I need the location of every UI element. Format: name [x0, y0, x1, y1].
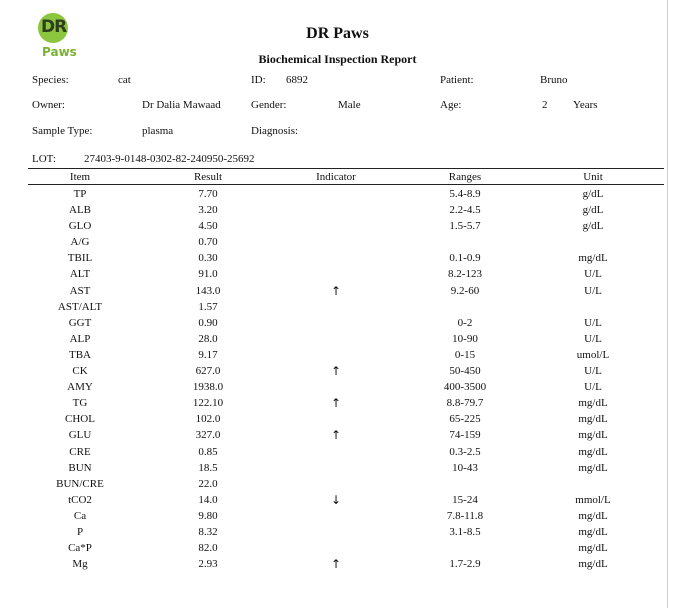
- result-cell: 0.85: [198, 445, 218, 458]
- result-cell: 4.50: [198, 220, 218, 233]
- indicator-cell: ↑: [330, 428, 342, 443]
- range-cell: 0-15: [454, 348, 476, 361]
- table-row: [0, 267, 675, 283]
- result-cell: 327.0: [195, 429, 221, 442]
- logo-text: DR: [41, 17, 67, 37]
- range-cell: 3.1-8.5: [449, 525, 481, 538]
- unit-cell: g/dL: [582, 204, 604, 217]
- item-cell: Ca*P: [68, 542, 92, 555]
- unit-cell: umol/L: [576, 348, 610, 361]
- table-row: [0, 364, 675, 380]
- result-cell: 8.32: [198, 525, 218, 538]
- indicator-cell: ↑: [330, 364, 342, 379]
- item-cell: A/G: [70, 236, 90, 249]
- unit-cell: U/L: [584, 332, 602, 345]
- item-cell: tCO2: [68, 493, 92, 506]
- item-cell: CK: [72, 365, 88, 378]
- unit-cell: mmol/L: [575, 493, 611, 506]
- age-value: 2: [542, 99, 548, 111]
- logo-subtext: Paws: [42, 45, 77, 59]
- range-cell: 50-450: [449, 365, 481, 378]
- table-row: [0, 461, 675, 477]
- header-unit: Unit: [583, 171, 603, 183]
- header-item: Item: [69, 171, 91, 183]
- item-cell: ALT: [69, 268, 91, 281]
- table-row: [0, 493, 675, 509]
- unit-cell: g/dL: [582, 188, 604, 200]
- table-row: [0, 525, 675, 541]
- unit-cell: U/L: [584, 381, 602, 394]
- age-unit: Years: [573, 99, 598, 111]
- table-row: [0, 348, 675, 364]
- sample-type-label: Sample Type:: [32, 125, 93, 137]
- indicator-cell: ↑: [330, 283, 342, 298]
- result-cell: 3.20: [198, 204, 218, 217]
- owner-value: Dr Dalia Mawaad: [142, 99, 221, 111]
- unit-cell: mg/dL: [578, 461, 608, 474]
- item-cell: P: [76, 525, 84, 538]
- unit-cell: mg/dL: [578, 413, 608, 426]
- result-cell: 143.0: [195, 284, 221, 297]
- table-row: [0, 284, 675, 300]
- unit-cell: mg/dL: [578, 397, 608, 410]
- unit-cell: mg/dL: [578, 429, 608, 442]
- item-cell: TP: [73, 188, 87, 200]
- header-ranges: Ranges: [448, 171, 482, 183]
- unit-cell: U/L: [584, 316, 602, 329]
- result-cell: 1938.0: [192, 381, 224, 394]
- range-cell: 7.8-11.8: [446, 509, 484, 522]
- indicator-cell: ↓: [330, 492, 342, 507]
- table-top-rule: [28, 168, 664, 169]
- result-cell: 627.0: [195, 365, 221, 378]
- gender-label: Gender:: [251, 99, 287, 111]
- item-cell: GGT: [68, 316, 92, 329]
- unit-cell: U/L: [584, 284, 602, 297]
- range-cell: 10-43: [452, 461, 478, 474]
- table-row: [0, 557, 675, 573]
- lot-label: LOT:: [32, 153, 56, 165]
- item-cell: GLO: [68, 220, 92, 233]
- range-cell: 0.1-0.9: [449, 252, 481, 265]
- range-cell: 2.2-4.5: [449, 204, 481, 217]
- unit-cell: mg/dL: [578, 252, 608, 265]
- item-cell: AST: [69, 284, 91, 297]
- item-cell: GLU: [68, 429, 92, 442]
- result-cell: 91.0: [198, 268, 218, 281]
- indicator-cell: ↑: [330, 396, 342, 411]
- table-row: [0, 235, 675, 251]
- id-value: 6892: [286, 74, 308, 86]
- table-row: [0, 428, 675, 444]
- unit-cell: mg/dL: [578, 525, 608, 538]
- gender-value: Male: [338, 99, 361, 111]
- owner-label: Owner:: [32, 99, 65, 111]
- result-cell: 102.0: [195, 413, 221, 426]
- range-cell: 400-3500: [443, 381, 487, 394]
- table-row: [0, 396, 675, 412]
- item-cell: ALP: [69, 332, 91, 345]
- unit-cell: g/dL: [582, 220, 604, 233]
- table-row: [0, 187, 675, 203]
- table-row: [0, 412, 675, 428]
- unit-cell: mg/dL: [578, 542, 608, 555]
- header-indicator: Indicator: [316, 171, 356, 183]
- item-cell: BUN: [68, 461, 92, 474]
- result-cell: 9.17: [198, 348, 218, 361]
- patient-value: Bruno: [540, 74, 568, 86]
- table-row: [0, 541, 675, 557]
- table-row: [0, 509, 675, 525]
- lot-value: 27403-9-0148-0302-82-240950-25692: [84, 153, 255, 165]
- age-label: Age:: [440, 99, 462, 111]
- item-cell: TBA: [69, 348, 91, 361]
- range-cell: 9.2-60: [450, 284, 480, 297]
- table-row: [0, 203, 675, 219]
- table-row: [0, 219, 675, 235]
- item-cell: AST/ALT: [57, 300, 103, 313]
- id-label: ID:: [251, 74, 266, 86]
- result-table-body: [0, 187, 675, 573]
- result-cell: 2.93: [198, 558, 218, 571]
- table-header-rule: [28, 184, 664, 185]
- table-row: [0, 316, 675, 332]
- item-cell: Mg: [72, 558, 88, 571]
- table-row: [0, 332, 675, 348]
- report-subtitle: Biochemical Inspection Report: [258, 52, 417, 66]
- range-cell: 74-159: [449, 429, 481, 442]
- range-cell: 1.7-2.9: [449, 558, 481, 571]
- item-cell: ALB: [69, 204, 91, 217]
- result-cell: 7.70: [198, 188, 218, 200]
- table-header: [0, 171, 675, 185]
- result-cell: 14.0: [198, 493, 218, 506]
- diagnosis-label: Diagnosis:: [251, 125, 299, 137]
- unit-cell: mg/dL: [578, 558, 608, 571]
- unit-cell: mg/dL: [578, 509, 608, 522]
- result-cell: 0.90: [198, 316, 218, 329]
- range-cell: 0.3-2.5: [449, 445, 481, 458]
- result-cell: 18.5: [198, 461, 218, 474]
- patient-label: Patient:: [440, 74, 474, 86]
- indicator-cell: ↑: [330, 557, 342, 572]
- range-cell: 10-90: [452, 332, 478, 345]
- unit-cell: U/L: [584, 365, 602, 378]
- item-cell: TBIL: [67, 252, 93, 265]
- result-cell: 1.57: [198, 300, 218, 313]
- range-cell: 0-2: [457, 316, 473, 329]
- header-result: Result: [193, 171, 223, 183]
- range-cell: 65-225: [449, 413, 481, 426]
- species-value: cat: [118, 74, 131, 86]
- range-cell: 8.8-79.7: [446, 397, 484, 410]
- item-cell: Ca: [73, 509, 87, 522]
- table-row: [0, 477, 675, 493]
- item-cell: CRE: [69, 445, 91, 458]
- result-cell: 28.0: [198, 332, 218, 345]
- table-row: [0, 251, 675, 267]
- item-cell: AMY: [67, 381, 93, 394]
- result-cell: 122.10: [192, 397, 224, 410]
- item-cell: CHOL: [65, 413, 95, 426]
- report-title: DR Paws: [306, 25, 369, 42]
- range-cell: 15-24: [452, 493, 478, 506]
- result-cell: 82.0: [198, 542, 218, 555]
- species-label: Species:: [32, 74, 69, 86]
- range-cell: 5.4-8.9: [449, 188, 481, 200]
- range-cell: 1.5-5.7: [449, 220, 481, 233]
- table-row: [0, 380, 675, 396]
- result-cell: 22.0: [198, 477, 218, 490]
- sample-type-value: plasma: [142, 125, 174, 137]
- unit-cell: mg/dL: [578, 445, 608, 458]
- unit-cell: U/L: [584, 268, 602, 281]
- table-row: [0, 300, 675, 316]
- result-cell: 0.30: [198, 252, 218, 265]
- item-cell: BUN/CRE: [56, 477, 104, 490]
- result-cell: 9.80: [198, 509, 218, 522]
- table-row: [0, 445, 675, 461]
- range-cell: 8.2-123: [448, 268, 482, 281]
- item-cell: TG: [72, 397, 88, 410]
- result-cell: 0.70: [198, 236, 218, 249]
